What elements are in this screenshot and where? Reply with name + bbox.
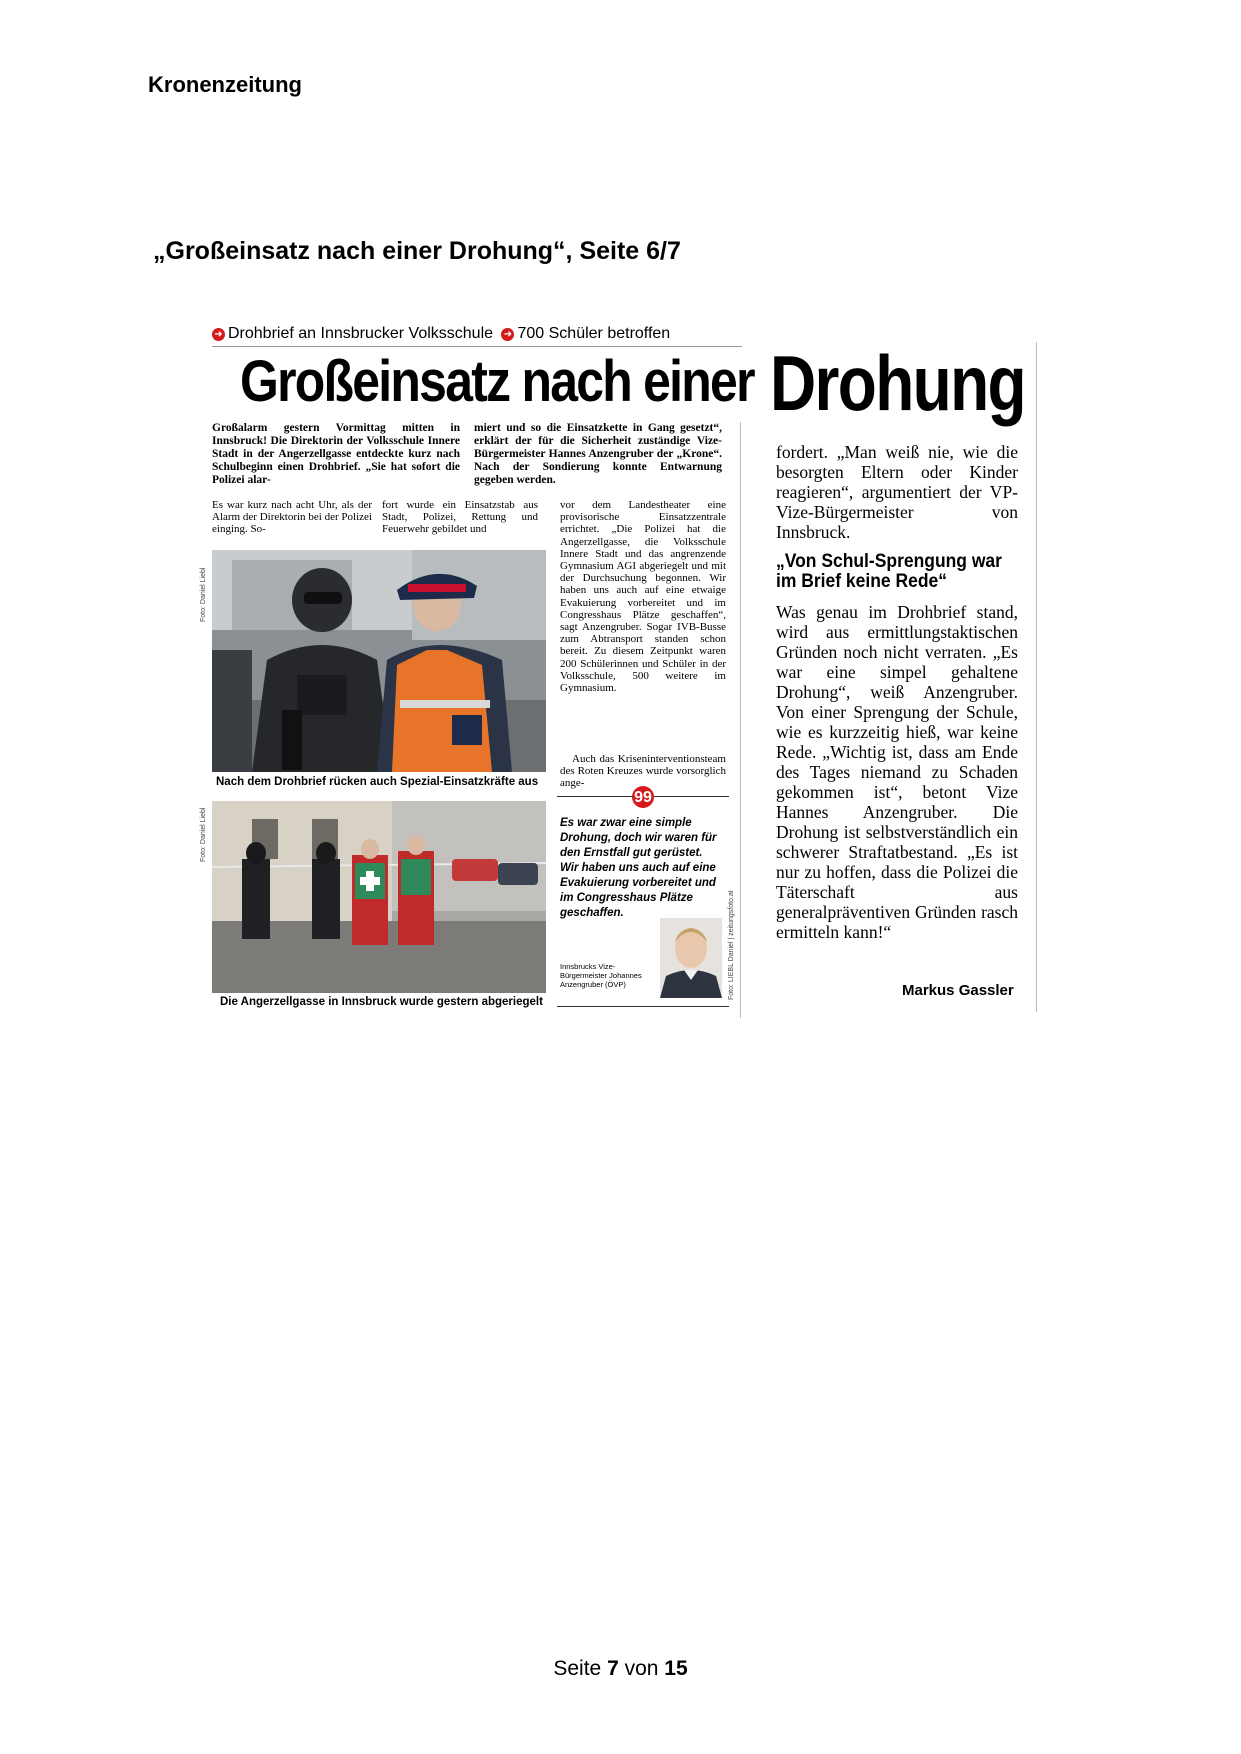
quote-text: Es war zwar eine simple Drohung, doch wir waren für den Ernstfall gut gerüstet. Wir haben uns auch auf eine Evakuierung vorbereitet und im Congresshaus Plätze geschaffen. <box>560 817 717 919</box>
kicker <box>212 325 742 343</box>
newspaper-clipping <box>200 322 1038 1020</box>
body-col1: Es war kurz nach acht Uhr, als der Alarm der Direktorin bei der Polizei einging. So- <box>212 499 372 536</box>
divider <box>212 346 742 347</box>
author-byline: Markus Gassler <box>902 982 1014 999</box>
body-col2: fort wurde ein Einsatzstab aus Stadt, Polizei, Rettung und Feuerwehr gebildet und <box>382 499 538 536</box>
quote-icon: 99 <box>632 786 654 808</box>
footer-page-total: 15 <box>664 1657 688 1680</box>
page-footer <box>0 1657 1241 1681</box>
headline-part2: Drohung <box>770 339 1025 427</box>
body-col3: vor dem Landestheater eine provisorische Einsatzzentrale errichtet. „Die Polizei hat die Angerzellgasse, die Volksschule Innere Stadt und das angrenzende Gymnasium AGI abgeriegelt und mit der Durchsuchung begonnen. Wir haben uns auch auf eine etwaige Evakuierung vorbereitet und im Congresshaus Plätze geschaffen“, sagt Anzengruber. Sogar IVB-Busse zum Abtransport standen schon bereit. Zu diesem Zeitpunkt waren 200 Schülerinnen und Schüler in der Volksschule, 500 weitere im Gymnasium. <box>560 499 726 695</box>
photo-caption: Die Angerzellgasse in Innsbruck wurde gestern abgeriegelt <box>220 996 543 1008</box>
arrow-bullet-icon: ➜ <box>501 328 514 341</box>
right-paragraph-2: Was genau im Drohbrief stand, wird aus ermittlungstaktischen Gründen noch nicht verraten. „Es war eine simpel gehaltene Drohung“, weiß Anzengruber. Von einer Sprengung der Schule, wie es kurzzeitig hieß, war keine Rede. „Wichtig ist, dass am Ende des Tages niemand zu Schaden gekommen ist“, betont Vize Hannes Anzengruber. Die Drohung ist selbstverständlich ein schwerer Straftatbestand. „Es ist nur zu hoffen, dass die Polizei die Täterschaft aus generalpräventiven Gründen rasch ermitteln kann!“ <box>776 602 1018 942</box>
kicker-part2: 700 Schüler betroffen <box>517 325 671 342</box>
photo-angerzellgasse-image <box>212 801 546 993</box>
subheading: „Von Schul-Sprengung war im Brief keine Rede“ <box>776 551 1002 592</box>
footer-prefix: Seite <box>553 1657 602 1680</box>
headline-part1: Großeinsatz nach einer <box>240 349 754 414</box>
lead-paragraph-1: Großalarm gestern Vormittag mitten in Innsbruck! Die Direktorin der Volksschule Innere Stadt in der Angerzellgasse entdeckte kurz nach Schulbeginn einen Drohbrief. „Sie hat sofort die Polizei alar- <box>212 422 460 486</box>
divider <box>557 1006 729 1007</box>
footer-page-number: 7 <box>607 1657 619 1680</box>
footer-middle: von <box>624 1657 659 1680</box>
photo-caption: Nach dem Drohbrief rücken auch Spezial-Einsatzkräfte aus <box>216 776 539 788</box>
portrait-credit: Foto: LIEBL Daniel | zeitungsfoto.at <box>728 890 735 1000</box>
kicker-part1: Drohbrief an Innsbrucker Volksschule <box>228 325 494 342</box>
body-col3-continued: Auch das Kriseninterventionsteam des Roten Kreuzes wurde vorsorglich ange- <box>560 753 726 790</box>
lead-paragraph-2: miert und so die Einsatzkette in Gang gesetzt“, erklärt der für die Sicherheit zuständige Vize-Bürgermeister Hannes Anzengruber der „Krone“. Nach der Sondierung konnte Entwarnung gegeben werden. <box>474 422 722 486</box>
photo-police-officers <box>212 550 546 772</box>
source-label: Kronenzeitung <box>148 72 302 97</box>
right-paragraph-1: fordert. „Man weiß nie, wie die besorgten Eltern oder Kinder reagieren“, argumentiert der VP-Vize-Bürgermeister von Innsbruck. <box>776 442 1018 542</box>
photo-police-officers-image <box>212 550 546 772</box>
photo-credit: Foto: Daniel Liebl <box>200 807 207 862</box>
document-title: „Großeinsatz nach einer Drohung“, Seite 6/7 <box>153 237 681 265</box>
arrow-bullet-icon: ➜ <box>212 328 225 341</box>
photo-credit: Foto: Daniel Liebl <box>200 567 207 622</box>
portrait-image <box>660 918 722 998</box>
column-divider <box>1036 342 1037 1012</box>
column-divider <box>740 422 741 1018</box>
quote-person: Innsbrucks Vize-Bürgermeister Johannes Anzengruber (ÖVP) <box>560 962 642 989</box>
portrait-photo <box>660 918 722 998</box>
photo-angerzellgasse <box>212 801 546 993</box>
